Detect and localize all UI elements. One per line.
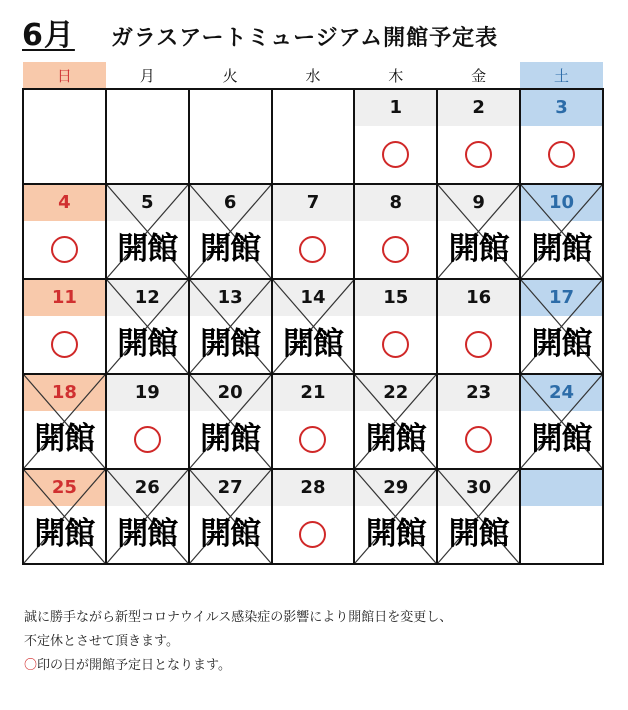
calendar-day-cell	[272, 89, 355, 184]
closed-mark	[107, 470, 188, 563]
calendar-body	[23, 89, 603, 564]
calendar-day-cell	[354, 374, 437, 469]
open-status	[107, 411, 188, 468]
calendar-week-row	[23, 469, 603, 564]
weekday-wed: 水	[305, 66, 321, 85]
open-circle-icon	[299, 236, 326, 263]
calendar-day-cell	[106, 374, 189, 469]
closed-label: 開館	[200, 516, 261, 552]
closed-mark	[273, 280, 354, 373]
closed-label: 開館	[200, 326, 261, 362]
calendar-day-cell	[520, 89, 603, 184]
calendar-day-cell	[520, 374, 603, 469]
closed-status	[24, 411, 105, 468]
closed-label: 開館	[117, 326, 178, 362]
calendar-day-cell	[520, 469, 603, 564]
open-circle-icon	[382, 331, 409, 358]
open-status	[273, 411, 354, 468]
day-number: 8	[355, 185, 436, 221]
closed-mark	[355, 375, 436, 468]
open-status	[521, 126, 602, 183]
day-number: 29	[355, 470, 436, 506]
calendar-day-cell	[23, 89, 106, 184]
open-status	[273, 221, 354, 278]
closed-label: 開館	[200, 421, 261, 457]
closed-label: 開館	[282, 326, 343, 362]
day-number: 3	[521, 90, 602, 126]
calendar-day-cell	[354, 184, 437, 279]
open-circle-icon	[51, 236, 78, 263]
weekday-thu: 木	[388, 66, 404, 85]
calendar-day-cell	[354, 89, 437, 184]
day-number: 4	[24, 185, 105, 221]
calendar-day-cell	[189, 469, 272, 564]
calendar-day-cell	[189, 279, 272, 374]
calendar-day-cell	[354, 469, 437, 564]
note-line-1: 誠に勝手ながら新型コロナウイルス感染症の影響により開館日を変更し、	[24, 610, 453, 625]
calendar-day-cell	[23, 184, 106, 279]
closed-status	[438, 506, 519, 563]
day-number: 20	[190, 375, 271, 411]
calendar-day-cell	[437, 184, 520, 279]
closed-label: 開館	[448, 516, 509, 552]
closed-label: 開館	[117, 516, 178, 552]
closed-label: 開館	[117, 231, 178, 267]
day-number: 21	[273, 375, 354, 411]
closed-mark	[521, 185, 602, 278]
calendar-day-cell	[354, 279, 437, 374]
open-status	[438, 316, 519, 373]
calendar-week-row	[23, 279, 603, 374]
day-number: 10	[521, 185, 602, 221]
open-status	[24, 316, 105, 373]
open-mark: 〇	[24, 658, 38, 673]
closed-mark	[190, 185, 271, 278]
closed-status	[273, 316, 354, 373]
day-number: 27	[190, 470, 271, 506]
calendar-day-cell	[106, 89, 189, 184]
calendar-day-cell	[189, 89, 272, 184]
calendar-week-row	[23, 374, 603, 469]
closed-mark	[107, 280, 188, 373]
closed-label: 開館	[448, 231, 509, 267]
calendar-day-cell	[437, 374, 520, 469]
open-status	[24, 221, 105, 278]
closed-status	[355, 506, 436, 563]
closed-mark	[24, 470, 105, 563]
weekday-sat: 土	[520, 62, 603, 89]
closed-status	[24, 506, 105, 563]
open-circle-icon	[134, 426, 161, 453]
closed-label: 開館	[531, 421, 592, 457]
day-number: 22	[355, 375, 436, 411]
open-status	[273, 506, 354, 563]
day-number: 15	[355, 280, 436, 316]
day-number: 5	[107, 185, 188, 221]
month-label: 6月	[22, 18, 75, 53]
open-circle-icon	[465, 331, 492, 358]
closed-label: 開館	[200, 231, 261, 267]
closed-label: 開館	[34, 516, 95, 552]
calendar-day-cell	[23, 279, 106, 374]
calendar-day-cell	[106, 469, 189, 564]
open-status	[355, 221, 436, 278]
day-number: 16	[438, 280, 519, 316]
calendar-day-cell	[437, 469, 520, 564]
day-number: 13	[190, 280, 271, 316]
open-circle-icon	[51, 331, 78, 358]
open-status	[355, 316, 436, 373]
open-circle-icon	[382, 141, 409, 168]
calendar-header	[22, 10, 498, 54]
weekday-sun: 日	[23, 62, 106, 89]
calendar-day-cell	[23, 374, 106, 469]
open-status	[438, 126, 519, 183]
open-circle-icon	[548, 141, 575, 168]
weekday-mon: 月	[139, 66, 155, 85]
open-circle-icon	[299, 426, 326, 453]
calendar-day-cell	[106, 184, 189, 279]
closed-mark	[355, 470, 436, 563]
calendar-table	[22, 62, 604, 565]
closed-mark	[521, 280, 602, 373]
day-number: 28	[273, 470, 354, 506]
day-number: 1	[355, 90, 436, 126]
open-status	[438, 411, 519, 468]
closed-mark	[190, 375, 271, 468]
day-number: 30	[438, 470, 519, 506]
closed-mark	[24, 375, 105, 468]
closed-mark	[438, 185, 519, 278]
day-number: 7	[273, 185, 354, 221]
day-number: 23	[438, 375, 519, 411]
notes	[24, 606, 452, 678]
note-line-2: 不定休とさせて頂きます。	[24, 634, 179, 649]
closed-label: 開館	[34, 421, 95, 457]
day-number: 14	[273, 280, 354, 316]
day-number: 9	[438, 185, 519, 221]
open-circle-icon	[465, 426, 492, 453]
closed-mark	[190, 470, 271, 563]
calendar-day-cell	[272, 279, 355, 374]
calendar-day-cell	[272, 184, 355, 279]
calendar-day-cell	[23, 469, 106, 564]
calendar-day-cell	[106, 279, 189, 374]
weekday-header-row	[23, 62, 603, 89]
calendar-day-cell	[189, 374, 272, 469]
calendar-day-cell	[272, 469, 355, 564]
open-circle-icon	[465, 141, 492, 168]
calendar-day-cell	[272, 374, 355, 469]
closed-status	[190, 506, 271, 563]
day-number: 12	[107, 280, 188, 316]
closed-status	[521, 316, 602, 373]
closed-status	[521, 411, 602, 468]
calendar-day-cell	[520, 184, 603, 279]
calendar-day-cell	[189, 184, 272, 279]
closed-mark	[107, 185, 188, 278]
closed-status	[107, 506, 188, 563]
closed-label: 開館	[365, 516, 426, 552]
calendar-day-cell	[520, 279, 603, 374]
closed-status	[190, 221, 271, 278]
day-number: 6	[190, 185, 271, 221]
weekday-tue: 火	[222, 66, 238, 85]
closed-label: 開館	[531, 231, 592, 267]
closed-status	[438, 221, 519, 278]
note-line-3-text: 印の日が開館予定日となります。	[37, 658, 231, 673]
day-number: 26	[107, 470, 188, 506]
day-number	[521, 470, 602, 506]
calendar-day-cell	[437, 279, 520, 374]
closed-status	[190, 411, 271, 468]
closed-status	[107, 316, 188, 373]
closed-label: 開館	[365, 421, 426, 457]
closed-mark	[438, 470, 519, 563]
closed-status	[107, 221, 188, 278]
calendar-week-row	[23, 184, 603, 279]
day-number: 11	[24, 280, 105, 316]
open-status	[355, 126, 436, 183]
calendar-title: ガラスアートミュージアム開館予定表	[110, 26, 499, 51]
day-number: 19	[107, 375, 188, 411]
closed-status	[190, 316, 271, 373]
weekday-fri: 金	[471, 66, 487, 85]
day-number: 25	[24, 470, 105, 506]
closed-status	[521, 221, 602, 278]
day-number: 24	[521, 375, 602, 411]
calendar-day-cell	[437, 89, 520, 184]
closed-status	[355, 411, 436, 468]
closed-mark	[521, 375, 602, 468]
note-line-3	[24, 654, 452, 678]
day-number: 17	[521, 280, 602, 316]
closed-mark	[190, 280, 271, 373]
open-circle-icon	[382, 236, 409, 263]
open-circle-icon	[299, 521, 326, 548]
day-number: 2	[438, 90, 519, 126]
day-number: 18	[24, 375, 105, 411]
calendar-week-row	[23, 89, 603, 184]
closed-label: 開館	[531, 326, 592, 362]
